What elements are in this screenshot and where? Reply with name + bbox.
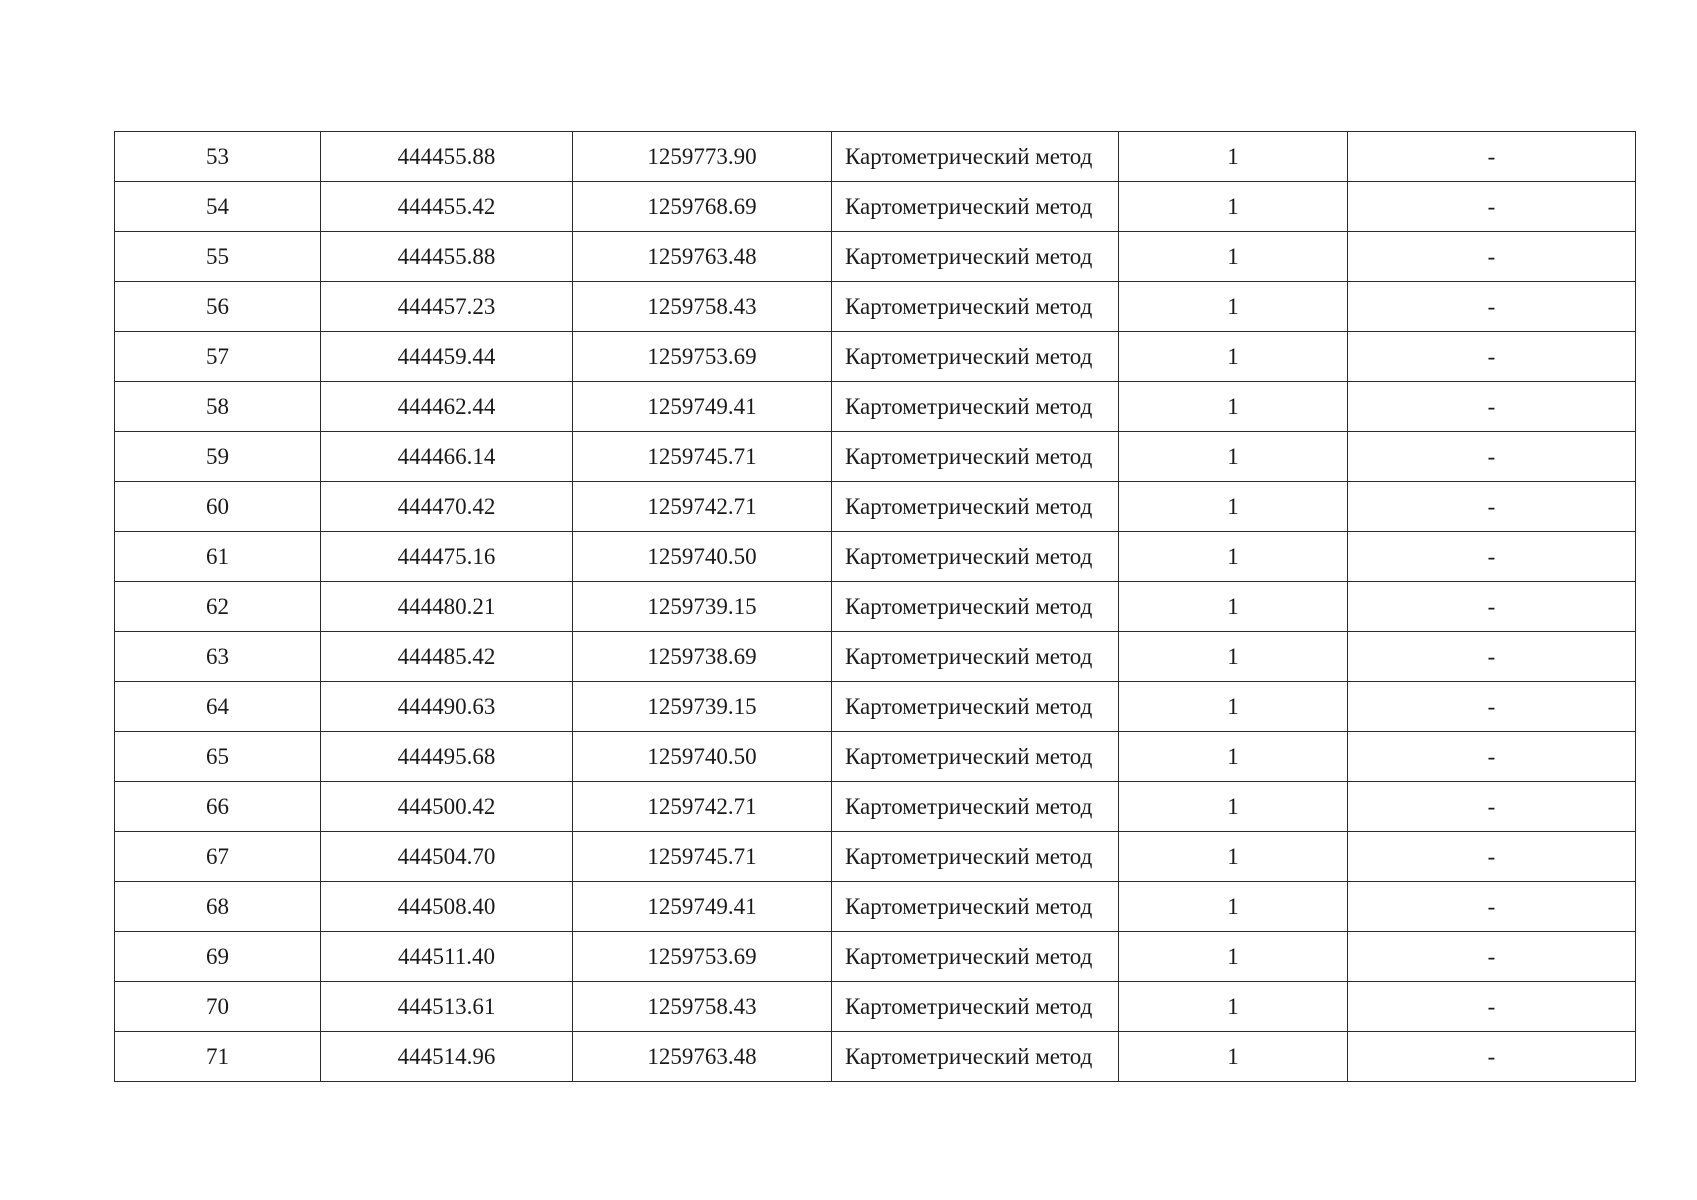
point-number-cell: 71: [115, 1032, 321, 1082]
y-coordinate-cell: 1259740.50: [573, 732, 832, 782]
table-row: [115, 582, 1636, 632]
description-cell: -: [1348, 782, 1636, 832]
accuracy-cell: 1: [1119, 932, 1348, 982]
y-coordinate-cell: 1259739.15: [573, 682, 832, 732]
description-cell: -: [1348, 832, 1636, 882]
y-coordinate-cell: 1259758.43: [573, 982, 832, 1032]
y-coordinate-cell: 1259768.69: [573, 182, 832, 232]
y-coordinate-cell: 1259749.41: [573, 882, 832, 932]
accuracy-cell: 1: [1119, 432, 1348, 482]
accuracy-cell: 1: [1119, 882, 1348, 932]
accuracy-cell: 1: [1119, 282, 1348, 332]
method-cell: Картометрический метод: [832, 632, 1119, 682]
table-row: [115, 482, 1636, 532]
x-coordinate-cell: 444490.63: [321, 682, 573, 732]
description-cell: -: [1348, 732, 1636, 782]
point-number-cell: 70: [115, 982, 321, 1032]
description-cell: -: [1348, 432, 1636, 482]
table-row: [115, 432, 1636, 482]
point-number-cell: 57: [115, 332, 321, 382]
point-number-cell: 53: [115, 132, 321, 182]
accuracy-cell: 1: [1119, 1032, 1348, 1082]
x-coordinate-cell: 444457.23: [321, 282, 573, 332]
y-coordinate-cell: 1259745.71: [573, 432, 832, 482]
y-coordinate-cell: 1259763.48: [573, 1032, 832, 1082]
y-coordinate-cell: 1259749.41: [573, 382, 832, 432]
point-number-cell: 56: [115, 282, 321, 332]
accuracy-cell: 1: [1119, 382, 1348, 432]
point-number-cell: 59: [115, 432, 321, 482]
point-number-cell: 69: [115, 932, 321, 982]
x-coordinate-cell: 444508.40: [321, 882, 573, 932]
accuracy-cell: 1: [1119, 182, 1348, 232]
x-coordinate-cell: 444455.88: [321, 232, 573, 282]
description-cell: -: [1348, 982, 1636, 1032]
y-coordinate-cell: 1259738.69: [573, 632, 832, 682]
method-cell: Картометрический метод: [832, 232, 1119, 282]
table-row: [115, 832, 1636, 882]
x-coordinate-cell: 444504.70: [321, 832, 573, 882]
x-coordinate-cell: 444455.88: [321, 132, 573, 182]
y-coordinate-cell: 1259753.69: [573, 932, 832, 982]
accuracy-cell: 1: [1119, 582, 1348, 632]
method-cell: Картометрический метод: [832, 832, 1119, 882]
table-row: [115, 282, 1636, 332]
method-cell: Картометрический метод: [832, 532, 1119, 582]
method-cell: Картометрический метод: [832, 782, 1119, 832]
table-row: [115, 532, 1636, 582]
accuracy-cell: 1: [1119, 132, 1348, 182]
point-number-cell: 63: [115, 632, 321, 682]
y-coordinate-cell: 1259773.90: [573, 132, 832, 182]
accuracy-cell: 1: [1119, 482, 1348, 532]
table-row: [115, 732, 1636, 782]
x-coordinate-cell: 444485.42: [321, 632, 573, 682]
method-cell: Картометрический метод: [832, 332, 1119, 382]
method-cell: Картометрический метод: [832, 982, 1119, 1032]
description-cell: -: [1348, 932, 1636, 982]
method-cell: Картометрический метод: [832, 882, 1119, 932]
y-coordinate-cell: 1259740.50: [573, 532, 832, 582]
y-coordinate-cell: 1259763.48: [573, 232, 832, 282]
table-row: [115, 982, 1636, 1032]
description-cell: -: [1348, 882, 1636, 932]
table-row: [115, 932, 1636, 982]
x-coordinate-cell: 444500.42: [321, 782, 573, 832]
table-row: [115, 882, 1636, 932]
method-cell: Картометрический метод: [832, 282, 1119, 332]
accuracy-cell: 1: [1119, 982, 1348, 1032]
method-cell: Картометрический метод: [832, 732, 1119, 782]
y-coordinate-cell: 1259742.71: [573, 482, 832, 532]
point-number-cell: 60: [115, 482, 321, 532]
table-row: [115, 232, 1636, 282]
table-row: [115, 632, 1636, 682]
point-number-cell: 67: [115, 832, 321, 882]
method-cell: Картометрический метод: [832, 482, 1119, 532]
x-coordinate-cell: 444495.68: [321, 732, 573, 782]
y-coordinate-cell: 1259745.71: [573, 832, 832, 882]
point-number-cell: 68: [115, 882, 321, 932]
description-cell: -: [1348, 532, 1636, 582]
y-coordinate-cell: 1259739.15: [573, 582, 832, 632]
description-cell: -: [1348, 332, 1636, 382]
method-cell: Картометрический метод: [832, 682, 1119, 732]
x-coordinate-cell: 444511.40: [321, 932, 573, 982]
description-cell: -: [1348, 232, 1636, 282]
point-number-cell: 55: [115, 232, 321, 282]
method-cell: Картометрический метод: [832, 382, 1119, 432]
description-cell: -: [1348, 132, 1636, 182]
x-coordinate-cell: 444513.61: [321, 982, 573, 1032]
description-cell: -: [1348, 482, 1636, 532]
description-cell: -: [1348, 682, 1636, 732]
y-coordinate-cell: 1259742.71: [573, 782, 832, 832]
method-cell: Картометрический метод: [832, 432, 1119, 482]
table-row: [115, 332, 1636, 382]
y-coordinate-cell: 1259753.69: [573, 332, 832, 382]
description-cell: -: [1348, 582, 1636, 632]
table-row: [115, 782, 1636, 832]
accuracy-cell: 1: [1119, 682, 1348, 732]
coordinates-table: [114, 131, 1636, 1082]
x-coordinate-cell: 444470.42: [321, 482, 573, 532]
accuracy-cell: 1: [1119, 782, 1348, 832]
table-row: [115, 682, 1636, 732]
x-coordinate-cell: 444462.44: [321, 382, 573, 432]
point-number-cell: 54: [115, 182, 321, 232]
description-cell: -: [1348, 282, 1636, 332]
accuracy-cell: 1: [1119, 332, 1348, 382]
accuracy-cell: 1: [1119, 532, 1348, 582]
description-cell: -: [1348, 382, 1636, 432]
method-cell: Картометрический метод: [832, 1032, 1119, 1082]
y-coordinate-cell: 1259758.43: [573, 282, 832, 332]
x-coordinate-cell: 444514.96: [321, 1032, 573, 1082]
x-coordinate-cell: 444459.44: [321, 332, 573, 382]
x-coordinate-cell: 444455.42: [321, 182, 573, 232]
table-row: [115, 1032, 1636, 1082]
accuracy-cell: 1: [1119, 832, 1348, 882]
point-number-cell: 62: [115, 582, 321, 632]
method-cell: Картометрический метод: [832, 582, 1119, 632]
accuracy-cell: 1: [1119, 732, 1348, 782]
point-number-cell: 64: [115, 682, 321, 732]
description-cell: -: [1348, 632, 1636, 682]
description-cell: -: [1348, 182, 1636, 232]
table-row: [115, 132, 1636, 182]
table-row: [115, 382, 1636, 432]
point-number-cell: 66: [115, 782, 321, 832]
point-number-cell: 61: [115, 532, 321, 582]
x-coordinate-cell: 444475.16: [321, 532, 573, 582]
table-row: [115, 182, 1636, 232]
point-number-cell: 58: [115, 382, 321, 432]
method-cell: Картометрический метод: [832, 182, 1119, 232]
point-number-cell: 65: [115, 732, 321, 782]
accuracy-cell: 1: [1119, 632, 1348, 682]
accuracy-cell: 1: [1119, 232, 1348, 282]
coordinates-table-body: [115, 132, 1636, 1082]
method-cell: Картометрический метод: [832, 132, 1119, 182]
x-coordinate-cell: 444480.21: [321, 582, 573, 632]
description-cell: -: [1348, 1032, 1636, 1082]
method-cell: Картометрический метод: [832, 932, 1119, 982]
x-coordinate-cell: 444466.14: [321, 432, 573, 482]
